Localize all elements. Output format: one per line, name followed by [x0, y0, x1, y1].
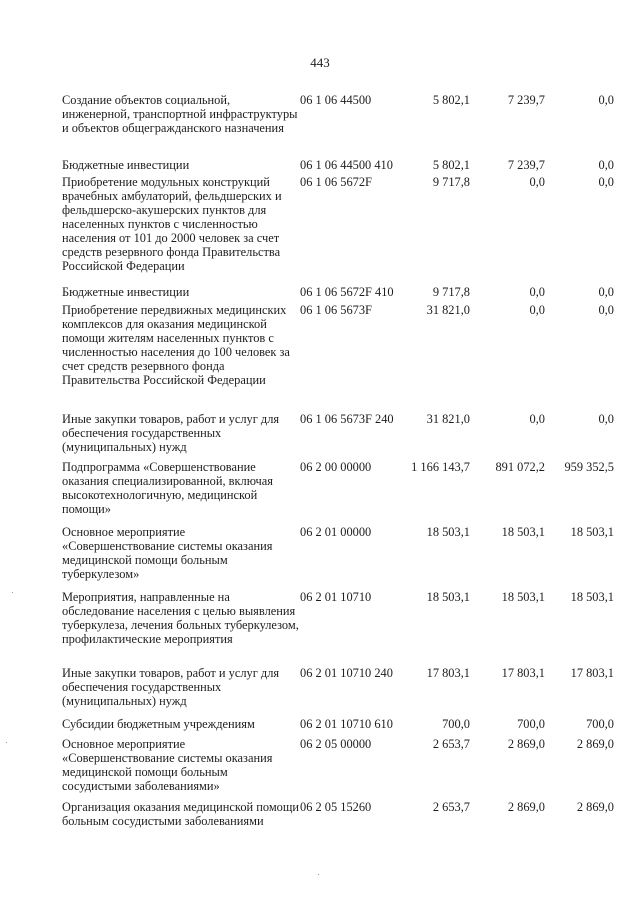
- row-value-2: 18 503,1: [501, 590, 545, 604]
- row-value-1: 5 802,1: [432, 158, 470, 172]
- row-name: Приобретение модульных конструкций врачебных амбулаторий, фельдшерских и фельдшерско-акушерских пунктов для населенных пунктов с численностью населения от 101 до 2000 человек за счет средств резервного фонда Правительства Российской Федерации: [62, 175, 282, 273]
- row-name: Субсидии бюджетным учреждениям: [62, 717, 255, 731]
- row-value-2: 17 803,1: [501, 666, 545, 680]
- row-name: Иные закупки товаров, работ и услуг для обеспечения государственных (муниципальных) нужд: [62, 666, 280, 708]
- row-value-2: 0,0: [529, 412, 545, 426]
- row-value-1: 9 717,8: [432, 175, 470, 189]
- row-value-3: 0,0: [598, 175, 614, 189]
- row-code: 06 1 06 5672F 410: [300, 285, 394, 299]
- row-code: 06 1 06 5673F 240: [300, 412, 394, 426]
- row-name: Подпрограмма «Совершенствование оказания специализированной, включая высокотехнологичную, медицинской помощи»: [62, 460, 273, 516]
- row-value-2: 891 072,2: [495, 460, 545, 474]
- row-value-2: 700,0: [517, 717, 545, 731]
- row-name: Бюджетные инвестиции: [62, 285, 190, 299]
- row-name: Основное мероприятие «Совершенствование системы оказания медицинской помощи больным туберкулезом»: [62, 525, 273, 581]
- page-number: 443: [310, 55, 330, 70]
- row-value-1: 17 803,1: [426, 666, 470, 680]
- row-name: Создание объектов социальной, инженерной, транспортной инфраструктуры и объектов общегражданского назначения: [62, 93, 298, 135]
- row-name: Организация оказания медицинской помощи больным сосудистыми заболеваниями: [62, 800, 300, 828]
- row-code: 06 2 01 10710 610: [300, 717, 393, 731]
- row-name: Мероприятия, направленные на обследование населения с целью выявления туберкулеза, лечения больных туберкулезом, профилактические мероприятия: [62, 590, 299, 646]
- scan-speck: [318, 874, 319, 875]
- row-value-3: 959 352,5: [564, 460, 614, 474]
- row-value-1: 9 717,8: [432, 285, 470, 299]
- row-value-2: 0,0: [529, 303, 545, 317]
- row-value-1: 18 503,1: [426, 525, 470, 539]
- row-name: Бюджетные инвестиции: [62, 158, 190, 172]
- row-value-3: 18 503,1: [570, 590, 614, 604]
- row-value-3: 0,0: [598, 303, 614, 317]
- row-code: 06 1 06 5672F: [300, 175, 372, 189]
- row-value-1: 1 166 143,7: [411, 460, 470, 474]
- row-code: 06 1 06 5673F: [300, 303, 372, 317]
- row-value-1: 31 821,0: [426, 412, 470, 426]
- row-value-2: 7 239,7: [507, 93, 545, 107]
- row-value-2: 0,0: [529, 175, 545, 189]
- row-value-2: 7 239,7: [507, 158, 545, 172]
- row-value-1: 2 653,7: [432, 737, 470, 751]
- row-value-1: 18 503,1: [426, 590, 470, 604]
- row-value-1: 700,0: [442, 717, 470, 731]
- row-code: 06 2 01 00000: [300, 525, 372, 539]
- row-value-1: 5 802,1: [432, 93, 470, 107]
- row-value-3: 2 869,0: [576, 737, 614, 751]
- row-value-2: 18 503,1: [501, 525, 545, 539]
- row-value-3: 17 803,1: [570, 666, 614, 680]
- row-value-3: 0,0: [598, 158, 614, 172]
- row-code: 06 1 06 44500: [300, 93, 372, 107]
- row-code: 06 1 06 44500 410: [300, 158, 393, 172]
- row-name: Приобретение передвижных медицинских комплексов для оказания медицинской помощи жителям населенных пунктов с численностью населения до 100 человек за счет средств резервного фонда Правительства Российской Федерации: [62, 303, 290, 387]
- row-value-3: 700,0: [586, 717, 614, 731]
- row-value-2: 2 869,0: [507, 737, 545, 751]
- row-code: 06 2 01 10710 240: [300, 666, 393, 680]
- row-value-3: 2 869,0: [576, 800, 614, 814]
- row-code: 06 2 05 00000: [300, 737, 372, 751]
- row-value-1: 2 653,7: [432, 800, 470, 814]
- row-value-3: 0,0: [598, 412, 614, 426]
- row-name: Иные закупки товаров, работ и услуг для обеспечения государственных (муниципальных) нужд: [62, 412, 280, 454]
- row-code: 06 2 00 00000: [300, 460, 372, 474]
- row-value-1: 31 821,0: [426, 303, 470, 317]
- row-code: 06 2 05 15260: [300, 800, 372, 814]
- row-code: 06 2 01 10710: [300, 590, 372, 604]
- row-value-3: 0,0: [598, 93, 614, 107]
- row-value-2: 2 869,0: [507, 800, 545, 814]
- scan-speck: [6, 742, 7, 743]
- scan-speck: [12, 592, 13, 593]
- row-value-2: 0,0: [529, 285, 545, 299]
- row-name: Основное мероприятие «Совершенствование системы оказания медицинской помощи больным сосудистыми заболеваниями»: [62, 737, 273, 793]
- row-value-3: 0,0: [598, 285, 614, 299]
- row-value-3: 18 503,1: [570, 525, 614, 539]
